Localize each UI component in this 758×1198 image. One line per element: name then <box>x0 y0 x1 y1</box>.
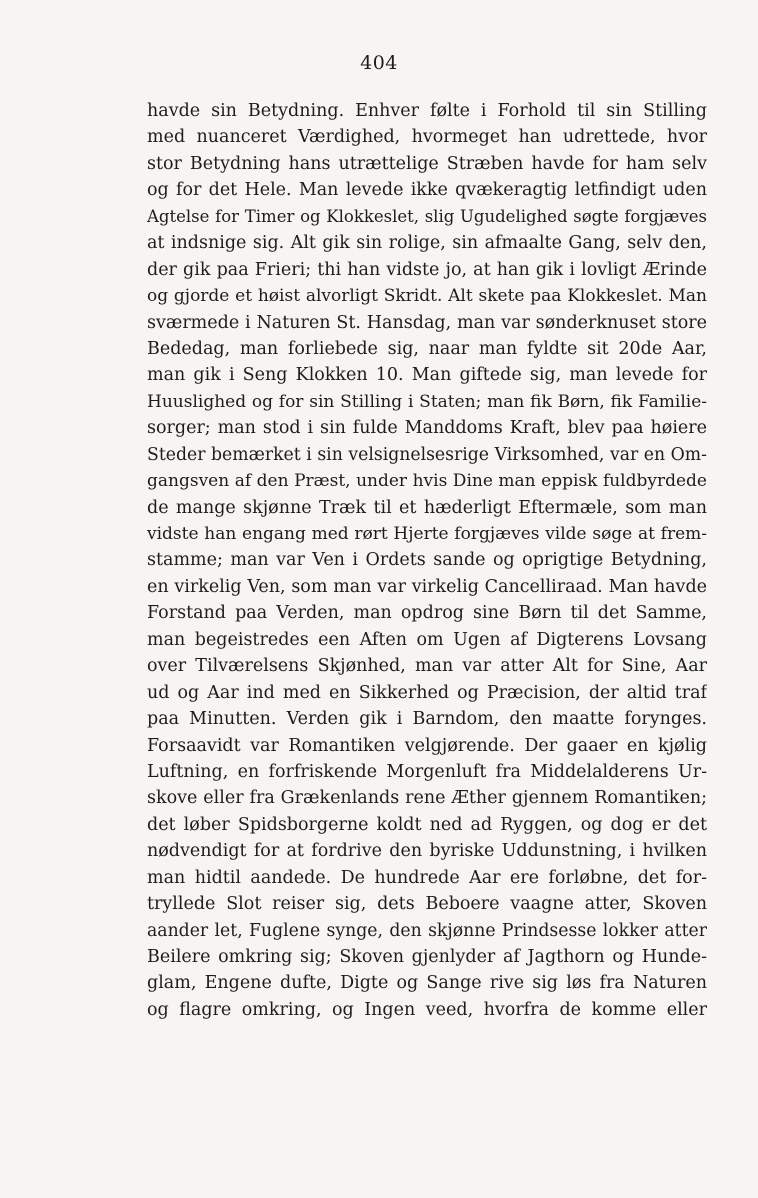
text-line: paa Minutten. Verden gik i Barndom, den maatte foryngеs. <box>147 709 707 730</box>
text-line: gangsven af den Præst, under hvis Dine man eppisk fuldbyrdede <box>147 471 707 492</box>
text-line: glam, Engene dufte, Digte og Sange rive sig løs fra Naturen <box>147 973 707 994</box>
text-line: med nuanceret Værdighed, hvormeget han udrettede, hvor <box>147 127 707 148</box>
page-number: 404 <box>360 52 398 74</box>
text-line: de mange skjønne Træk til et hæderligt Eftermæle, som man <box>147 497 707 518</box>
text-line: skove eller fra Grækenlands rene Æther gjennem Romantiken; <box>147 788 707 809</box>
text-line: stor Betydning hans utrættelige Stræben havde for ham selv <box>147 153 707 174</box>
text-line: og for det Hele. Man levede ikke qvækeragtig letfindigt uden <box>147 180 707 201</box>
text-line: sværmede i Naturen St. Hansdag, man var sønderknuset store <box>147 312 707 333</box>
text-line: vidste han engang med rørt Hjerte forgjæves vilde søge at frem- <box>147 524 707 544</box>
text-line: Forstand paa Verden, man opdrog sine Børn til det Samme, <box>147 603 707 624</box>
text-line: Luftning, en forfriskende Morgenluft fra Middelalderens Ur- <box>147 761 707 782</box>
text-line: tryllede Slot reiser sig, dets Beboere vaagne atter, Skoven <box>147 894 707 915</box>
text-line: sorger; man stod i sin fulde Manddoms Kraft, blev paa høiere <box>147 418 707 439</box>
text-line: Huuslighed og for sin Stilling i Staten; man fik Børn, fik Familie- <box>147 391 707 412</box>
text-line: og gjorde et høist alvorligt Skridt. Alt skete paa Klokkeslet. Man <box>147 286 707 307</box>
text-line: at indsnige sig. Alt gik sin rolige, sin afmaalte Gang, selv den, <box>147 233 707 254</box>
text-line: man hidtil aandede. De hundrede Aar ere forløbne, det for- <box>147 867 707 888</box>
text-line: der gik paa Frieri; thi han vidste jo, at han gik i lovligt Ærinde <box>147 259 707 280</box>
text-line: Bededag, man forliebede sig, naar man fyldte sit 20de Aar, <box>147 338 707 359</box>
text-line: aander let, Fuglene synge, den skjønne Prindsesse lokker atter <box>147 920 707 941</box>
text-line: man begeistredes een Aften om Ugen af Digterens Lovsang <box>147 629 707 650</box>
text-line: det løber Spidsborgerne koldt ned ad Ryggen, og dog er det <box>147 814 707 835</box>
text-line: en virkelig Ven, som man var virkelig Cancelliraad. Man havde <box>147 576 707 597</box>
text-line: stamme; man var Ven i Ordets sande og oprigtige Betydning, <box>147 550 707 571</box>
body-text <box>147 98 707 1023</box>
text-line: Forsaavidt var Romantiken velgjørende. Der gaaer en kjølig <box>147 735 707 756</box>
text-line: og flagre omkring, og Ingen veed, hvorfra de komme eller <box>147 999 707 1020</box>
text-line: Steder bemærket i sin velsignelsesrige Virksomhed, var en Om- <box>147 444 707 465</box>
text-line: ud og Aar ind med en Sikkerhed og Præcision, der altid traf <box>147 682 707 703</box>
text-line: man gik i Seng Klokken 10. Man giftede sig, man levede for <box>147 365 707 386</box>
text-line: Beilere omkring sig; Skoven gjenlyder af Jagthorn og Hunde- <box>147 947 707 967</box>
text-line: Agtelse for Timer og Klokkeslet, slig Ugudelighed søgte forgjæves <box>147 206 707 226</box>
text-line: havde sin Betydning. Enhver følte i Forhold til sin Stilling <box>147 101 707 121</box>
text-line: over Tilværelsens Skjønhed, man var atter Alt for Sine, Aar <box>147 656 707 677</box>
text-line: nødvendigt for at fordrive den byriske Uddunstning, i hvilken <box>147 841 707 862</box>
